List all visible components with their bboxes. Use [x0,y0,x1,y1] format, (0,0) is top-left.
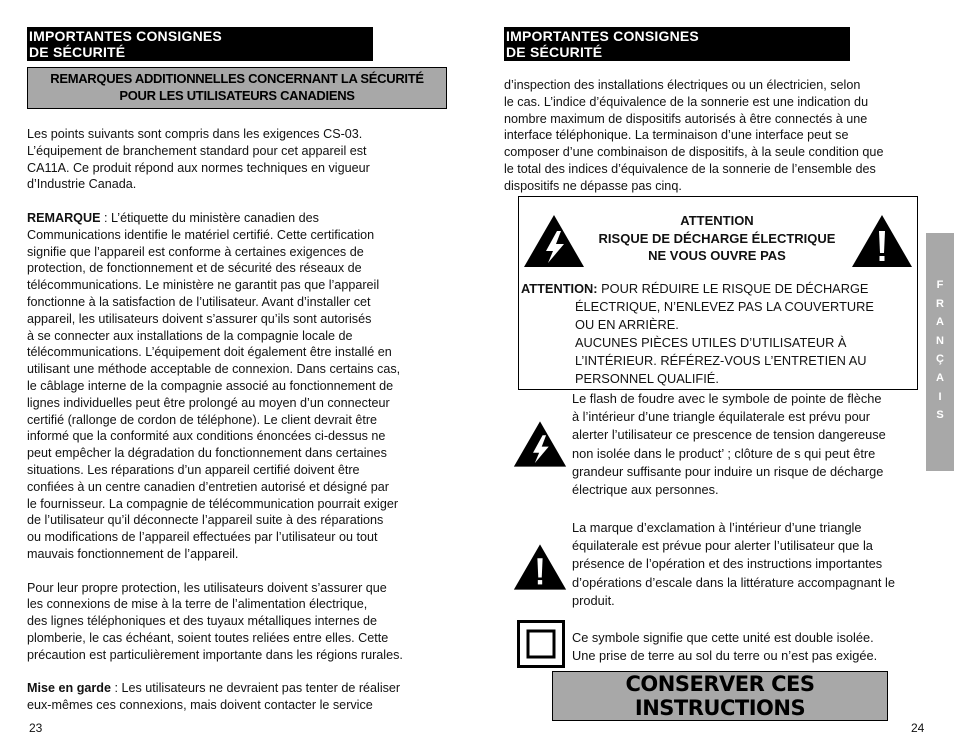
text-line: Une prise de terre au sol du terre ou n’est pas exigée. [572,648,878,664]
right-section-header [504,27,850,61]
conserve-line-1: CONSERVER CES [625,672,815,696]
text-line: eux-mêmes ces connexions, mais doivent contacter le service [27,698,373,713]
warning-title-line-1: ATTENTION [680,213,754,228]
text-line: mauvais fonctionnement de l’appareil. [27,546,239,561]
text-line: La marque d’exclamation à l’intérieur d’une triangle [572,520,862,535]
shock-warning-box [518,196,918,280]
text-line: ou modifications de l’appareil effectuées par l’utilisateur ou tout [27,530,378,545]
language-side-tab [926,233,954,471]
text-line: signifie que l’appareil est conforme à certaines exigences de [27,244,364,259]
right-header-line-2: DE SÉCURITÉ [506,44,603,60]
para-remarque [27,210,455,563]
text-line: utilisant une méthode acceptable de connexion. Dans certains cas, [27,362,401,377]
exclamation-triangle-icon [513,543,567,591]
text-line: fonctionne à la satisfaction de l’utilisateur. Avant d’installer cet [27,294,371,309]
text-line: le total des indices d’équivalence de la sonnerie de l’ensemble des [504,161,876,176]
attention-label: ATTENTION: [521,281,598,296]
text-line: équilaterale est prévue pour alerter l’utilisateur que la [572,538,873,554]
tab-letter: N [936,334,944,347]
attention-lines [575,298,874,388]
text-line: télécommunications. L’équipement doit également être installé en [27,345,392,360]
text-line: lignes individuelles peut être prolongé au moyen d’un connecteur [27,395,390,410]
left-header-line-1: IMPORTANTES CONSIGNES [29,28,222,44]
text-line: confiées à un centre canadien d’entretien autorisé et désigné par [27,479,389,494]
tab-letter: I [938,390,942,403]
text-line: de l’utilisateur qu’il déconnecte l’appareil suite à des réparations [27,513,384,528]
para-mise-en-garde [27,680,455,714]
text-line: grandeur suffisante pour induire un risque de décharge [572,463,884,479]
page-number-right: 24 [911,721,925,735]
double-insulation-description [572,629,922,665]
text-line: L’INTÉRIEUR. RÉFÉREZ-VOUS L’ENTRETIEN AU [575,353,867,368]
text-line: Le flash de foudre avec le symbole de pointe de flèche [572,391,882,406]
text-line: L’équipement de branchement standard pour cet appareil est [27,143,367,158]
text-line: à l’intérieur d’une triangle équilaterale est prévu pour [572,409,871,425]
text-line: les connexions de mise à la terre de l’alimentation électrique, [27,597,368,612]
text-line: appareil, les utilisateurs doivent s’assurer qu’ils sont autorisés [27,311,372,326]
text-line: REMARQUE : L’étiquette du ministère canadien des [27,210,319,225]
text-line: présence de l’opération et des instructions importantes [572,556,883,572]
text-line: PERSONNEL QUALIFIÉ. [575,371,719,386]
left-body [27,126,455,714]
text-line: Mise en garde : Les utilisateurs ne devraient pas tenter de réaliser [27,681,401,696]
tab-letter: A [936,371,944,384]
conserve-instructions-banner [552,671,888,721]
text-line: d’opérations d’escale dans la littérature accompagnant le [572,574,895,590]
tab-letter: R [936,297,944,310]
text-line: Ce symbole signifie que cette unité est double isolée. [572,630,874,645]
text-line: Les points suivants sont compris dans les exigences CS-03. [27,127,363,141]
subheader-line-1: REMARQUES ADDITIONNELLES CONCERNANT LA SÉCURITÉ [50,71,424,86]
text-line: Communications identifie le matériel certifié. Cette certification [27,227,375,242]
left-header-line-2: DE SÉCURITÉ [29,44,126,60]
text-line: produit. [572,592,615,608]
text-line: informé que la conformité aux conditions énoncées ci-dessus ne [27,429,386,444]
warning-title-line-3: NE VOUS OUVRE PAS [648,248,786,263]
text-line: nombre maximum de dispositifs autorisés à être connectés à une [504,111,868,126]
para-cs03 [27,126,455,193]
tab-letter: S [936,409,944,422]
exclamation-description [572,519,932,610]
conserve-line-2: INSTRUCTIONS [634,695,806,720]
text-line: dispositifs ne dépasse pas cinq. [504,178,682,193]
mise-en-garde-label: Mise en garde [27,681,111,696]
para-grounding [27,580,455,664]
text-line: CA11A. Ce produit répond aux normes techniques en vigueur [27,160,370,175]
double-insulation-icon [517,620,565,673]
left-section-header [27,27,373,61]
warning-title [589,212,845,265]
text-line: ÉLECTRIQUE, N’ENLEVEZ PAS LA COUVERTURE [575,299,874,314]
page-number-left: 23 [29,721,43,735]
canadian-users-subheader [27,67,447,109]
text-line: des lignes téléphoniques et des tuyaux métalliques internes de [27,614,378,629]
text-line: d’inspection des installations électriques ou un électricien, selon [504,78,861,92]
text-line: AUCUNES PIÈCES UTILES D’UTILISATEUR À [575,335,847,350]
text-line: certifié (rallonge de cordon de téléphone). Le client devrait être [27,412,378,427]
text-line: non isolée dans le product’ ; clôture de s qui peut être [572,445,876,461]
text-line: d’Industrie Canada. [27,177,137,192]
remarque-label: REMARQUE [27,210,101,225]
text-line: le cas. L’indice d’équivalence de la sonnerie est une indication du [504,94,869,109]
tab-letter: F [936,279,944,291]
right-para-ringer [504,77,929,195]
tab-letter: A [936,316,944,329]
text-line: interface téléphonique. La terminaison d’une interface peut se [504,128,849,143]
attention-box [518,279,918,390]
text-line: télécommunications. Le ministère ne garantit pas que l’appareil [27,278,380,293]
lightning-triangle-icon [513,420,567,468]
text-line: situations. Les réparations d’un appareil certifié doivent être [27,462,360,477]
exclamation-triangle-icon [851,214,913,268]
lightning-triangle-icon [523,214,585,268]
text-line: à se connecter aux installations de la compagnie locale de [27,328,353,343]
subheader-line-2: POUR LES UTILISATEURS CANADIENS [119,88,355,103]
lightning-description [572,390,922,499]
text-line: peut empêcher la dégradation du fonctionnement dans certaines [27,446,387,461]
attention-first-line: ATTENTION: POUR RÉDUIRE LE RISQUE DE DÉCHARGE [521,281,869,296]
text-line: le câblage interne de la compagnie associé au fonctionnement de [27,378,394,393]
text-line: précaution est particulièrement importante dans les régions rurales. [27,647,403,662]
text-line: le fournisseur. La compagnie de télécommunication pourrait exiger [27,496,399,511]
tab-letter: Ç [936,353,944,366]
text-line: OU EN ARRIÈRE. [575,317,679,332]
text-line: alerter l’utilisateur ce prescence de tension dangereuse [572,427,886,443]
right-header-line-1: IMPORTANTES CONSIGNES [506,28,699,44]
text-line: protection, de fonctionnement et de sécurité des réseaux de [27,261,362,276]
text-line: Pour leur propre protection, les utilisateurs doivent s’assurer que [27,580,387,595]
text-line: électrique aux personnes. [572,482,719,498]
warning-title-line-2: RISQUE DE DÉCHARGE ÉLECTRIQUE [598,230,836,246]
text-line: plomberie, le cas échéant, soient toutes reliées entre elles. Cette [27,630,389,645]
text-line: composer d’une combinaison de dispositifs, à la seule condition que [504,145,884,160]
